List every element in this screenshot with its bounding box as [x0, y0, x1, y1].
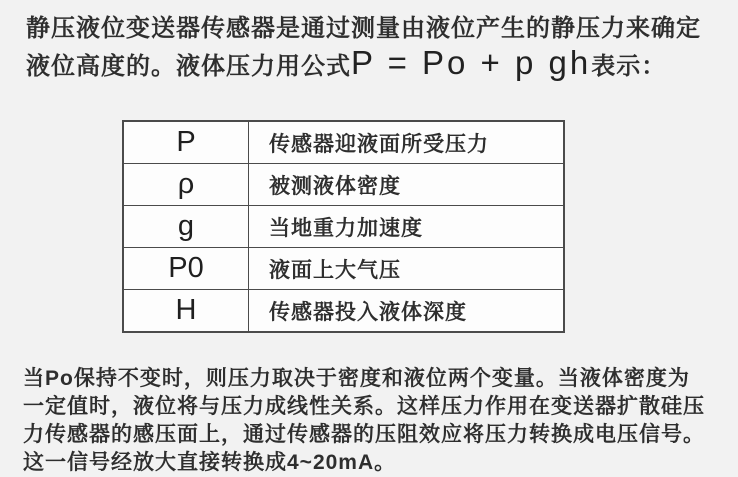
intro-line-2-suffix: 表示：: [591, 53, 667, 80]
table-row: [123, 248, 564, 290]
symbol-definition-table: [122, 120, 565, 333]
table-row: [123, 290, 564, 333]
description-cell: 传感器投入液体深度: [249, 290, 565, 333]
intro-line-2: [26, 44, 666, 82]
body-paragraph-line: 这一信号经放大直接转换成4~20mA。: [23, 451, 397, 474]
symbol-cell: g: [123, 206, 249, 248]
intro-line-2-prefix: 液位高度的。液体压力用公式: [26, 53, 351, 80]
description-cell: 液面上大气压: [249, 248, 565, 290]
intro-line-1: 静压液位变送器传感器是通过测量由液位产生的静压力来确定: [26, 15, 701, 42]
body-paragraph-line: 当Po保持不变时，则压力取决于密度和液位两个变量。当液体密度为: [23, 367, 690, 390]
symbol-cell: ρ: [123, 164, 249, 206]
symbol-cell: P0: [123, 248, 249, 290]
symbol-cell: P: [123, 121, 249, 164]
table-row: [123, 164, 564, 206]
body-paragraph: [23, 365, 705, 477]
pressure-formula: P = Po + p gh: [351, 44, 592, 81]
description-cell: 当地重力加速度: [249, 206, 565, 248]
table-row: [123, 206, 564, 248]
body-paragraph-line: 力传感器的感压面上，通过传感器的压阻效应将压力转换成电压信号。: [23, 423, 705, 446]
table-row: [123, 121, 564, 164]
symbol-cell: H: [123, 290, 249, 333]
body-paragraph-line: 一定值时，液位将与压力成线性关系。这样压力作用在变送器扩散硅压: [23, 395, 705, 418]
description-cell: 传感器迎液面所受压力: [249, 121, 565, 164]
description-cell: 被测液体密度: [249, 164, 565, 206]
